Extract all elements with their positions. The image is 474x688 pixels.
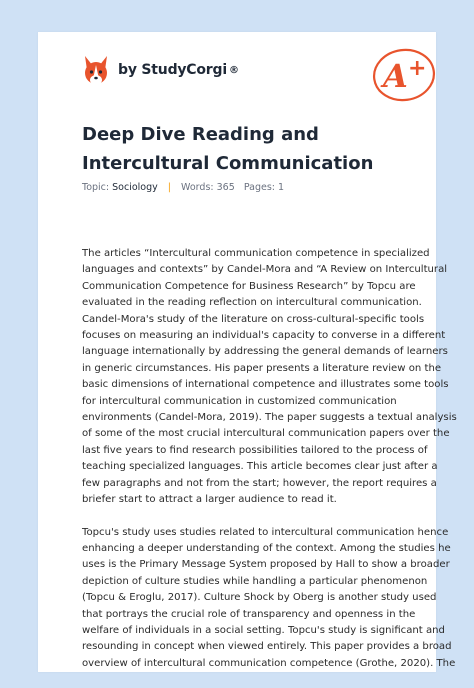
text-line: welfare of individuals in a social setting. Topcu's study is significant and [82, 624, 445, 636]
registered-mark: ® [228, 64, 239, 76]
text-line: evaluated in the reading reflection on intercultural communication. [82, 297, 422, 309]
grade-a-plus-icon [368, 44, 442, 104]
paragraph [82, 246, 457, 509]
document-sheet [38, 32, 457, 672]
document-body [82, 246, 457, 688]
text-line: basic dimensions of international competence and illustrates some tools [82, 379, 449, 391]
text-line: environments (Candel-Mora, 2019). The paper suggests a textual analysis [82, 412, 457, 424]
text-line: teaching specialized languages. This article becomes clear just after a [82, 461, 438, 473]
topic-link[interactable]: Sociology [112, 182, 158, 193]
text-line: uses is the Primary Message System proposed by Hall to show a broader [82, 559, 450, 571]
text-line: languages and contexts” by Candel-Mora and “A Review on Intercultural [82, 264, 448, 276]
meta-separator: | [167, 182, 171, 193]
text-line: briefer start to attract a larger audience to read it. [82, 494, 337, 506]
text-line: for intercultural communication in customized communication [82, 395, 397, 407]
text-line: enhancing a deeper understanding of the context. Among the studies he [82, 542, 451, 554]
text-line: focuses on measuring an individual's capacity to converse in a different [82, 330, 446, 342]
document-meta [82, 182, 284, 193]
text-line: depiction of culture studies while handling a particular phenomenon [82, 575, 428, 587]
text-line: in generic circumstances. His paper presents a literature review on the [82, 362, 442, 374]
brand-logo[interactable] [82, 52, 239, 88]
brand-name: by StudyCorgi [118, 62, 227, 78]
corgi-logo-icon [82, 54, 110, 86]
text-line: overview of intercultural communication competence (Grothe, 2020). The [82, 657, 456, 669]
paragraph [82, 525, 456, 673]
text-line: language internationally by addressing the general demands of learners [82, 346, 448, 358]
text-line: The articles “Intercultural communication competence in specialized [82, 248, 430, 259]
svg-text:+: + [408, 56, 427, 81]
text-line: Topcu's study uses studies related to intercultural communication hence [82, 526, 449, 538]
page-title: Deep Dive Reading and Intercultural Communication [82, 124, 374, 174]
text-line: Communication Competence for Business Research” by Topcu are [82, 280, 416, 292]
text-line: Candel-Mora's study of the literature on cross-cultural-specific tools [82, 313, 425, 325]
page-count: Pages: 1 [243, 182, 285, 193]
text-line: last five years to find research possibilities tailored to the process of [82, 444, 428, 456]
text-line: that portrays the crucial role of transparency and openness in the [82, 608, 416, 620]
text-line: few paragraphs and not from the start; however, the report requires a [82, 477, 437, 489]
text-line: (Topcu & Eroglu, 2017). Culture Shock by Oberg is another study used [82, 592, 437, 604]
word-count: Words: 365 [181, 182, 235, 193]
text-line: of some of the most crucial intercultural communication papers over the [82, 428, 450, 440]
topic-label: Topic: [82, 182, 110, 193]
text-line: resounding in concept when viewed entirely. This paper provides a broad [82, 641, 452, 653]
svg-text:A: A [383, 57, 408, 95]
